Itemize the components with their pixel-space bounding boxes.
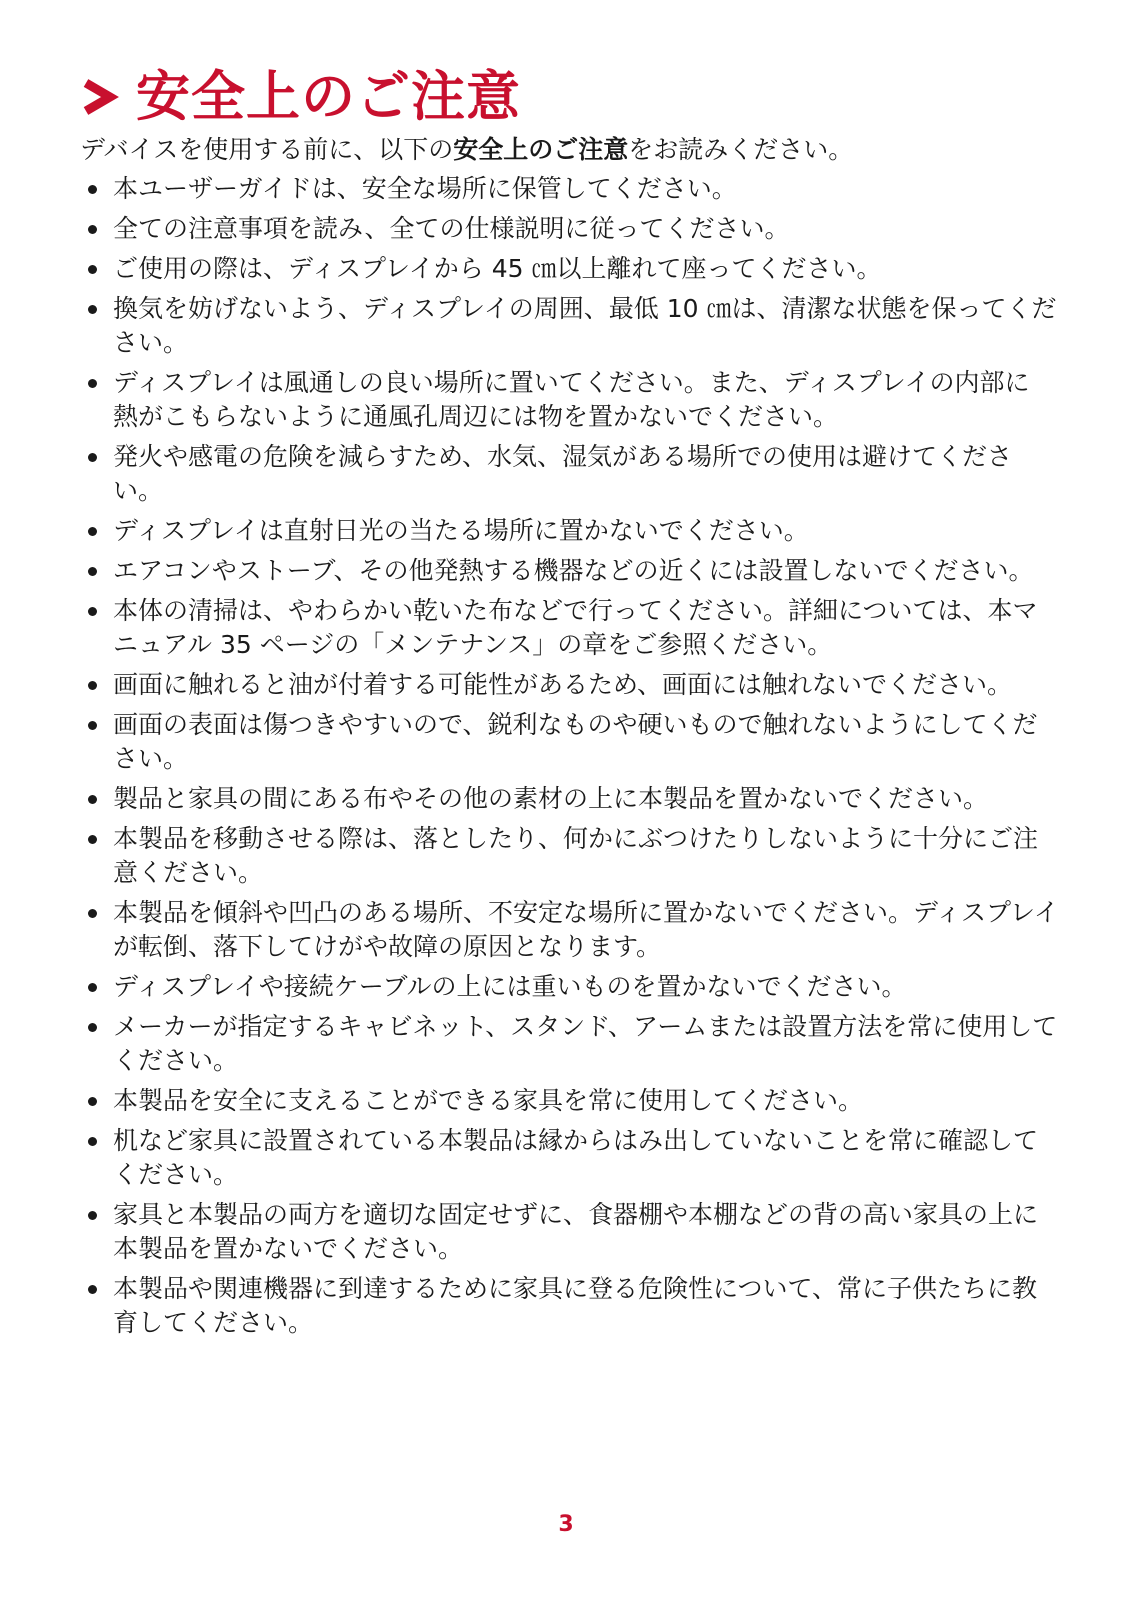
list-item (80, 970, 1060, 1004)
list-item-text: エアコンやストーブ、その他発熱する機器などの近くには設置しないでください。 (113, 556, 1034, 585)
bullet-icon (88, 305, 97, 314)
list-item-text: ディスプレイは風通しの良い場所に置いてください。また、ディスプレイの内部に 熱がこもらないように通風孔周辺には物を置かないでください。 (113, 368, 1030, 431)
list-item (80, 1198, 1060, 1266)
bullet-icon (88, 835, 97, 844)
list-item-text: ディスプレイや接続ケーブルの上には重いものを置かないでください。 (113, 972, 907, 1001)
section-heading (80, 62, 521, 132)
list-item-text: 画面に触れると油が付着する可能性があるため、画面には触れないでください。 (113, 670, 1013, 699)
list-item-text: 発火や感電の危険を減らすため、水気、湿気がある場所での使用は避けてください。 (113, 442, 1013, 505)
intro-bold: 安全上のご注意 (453, 135, 629, 164)
bullet-icon (88, 527, 97, 536)
list-item (80, 708, 1060, 776)
list-item-text: ご使用の際は、ディスプレイから 45 ㎝以上離れて座ってください。 (113, 254, 882, 283)
bullet-icon (88, 225, 97, 234)
safety-list (80, 172, 1060, 1346)
list-item (80, 252, 1060, 286)
bullet-icon (88, 1211, 97, 1220)
page-title: 安全上のご注意 (136, 65, 521, 128)
list-item-text: 全ての注意事項を読み、全ての仕様説明に従ってください。 (113, 214, 790, 243)
bullet-icon (88, 567, 97, 576)
intro-text (80, 132, 853, 168)
list-item-text: 机など家具に設置されている本製品は縁からはみ出していないことを常に確認してください。 (113, 1126, 1039, 1189)
list-item-text: ディスプレイは直射日光の当たる場所に置かないでください。 (113, 516, 809, 545)
list-item (80, 292, 1060, 360)
bullet-icon (88, 265, 97, 274)
list-item (80, 1010, 1060, 1078)
list-item (80, 554, 1060, 588)
list-item (80, 514, 1060, 548)
list-item-text: 本製品を安全に支えることができる家具を常に使用してください。 (113, 1086, 864, 1115)
bullet-icon (88, 185, 97, 194)
list-item (80, 822, 1060, 890)
page-number: 3 (558, 1512, 574, 1537)
list-item-text: 本製品や関連機器に到達するために家具に登る危険性について、常に子供たちに教育してください。 (113, 1274, 1038, 1337)
intro-before: デバイスを使用する前に、以下の (80, 135, 454, 164)
intro-after: をお読みください。 (628, 135, 854, 164)
list-item-text: 本体の清掃は、やわらかい乾いた布などで行ってください。詳細については、本マニュアル 35 ページの「メンテナンス」の章をご参照ください。 (113, 596, 1038, 659)
bullet-icon (88, 681, 97, 690)
bullet-icon (88, 1285, 97, 1294)
list-item (80, 212, 1060, 246)
chevron-right-icon (80, 77, 120, 117)
list-item (80, 782, 1060, 816)
bullet-icon (88, 1023, 97, 1032)
bullet-icon (88, 983, 97, 992)
list-item (80, 668, 1060, 702)
bullet-icon (88, 909, 97, 918)
list-item-text: 製品と家具の間にある布やその他の素材の上に本製品を置かないでください。 (113, 784, 989, 813)
bullet-icon (88, 795, 97, 804)
list-item-text: メーカーが指定するキャビネット、スタンド、アームまたは設置方法を常に使用してください。 (113, 1012, 1058, 1075)
list-item-text: 本ユーザーガイドは、安全な場所に保管してください。 (113, 174, 737, 203)
list-item (80, 1124, 1060, 1192)
list-item (80, 440, 1060, 508)
list-item (80, 594, 1060, 662)
list-item (80, 896, 1060, 964)
bullet-icon (88, 1097, 97, 1106)
bullet-icon (88, 607, 97, 616)
list-item (80, 1272, 1060, 1340)
list-item-text: 換気を妨げないよう、ディスプレイの周囲、最低 10 ㎝は、清潔な状態を保ってください。 (113, 294, 1057, 357)
list-item (80, 172, 1060, 206)
list-item-text: 本製品を傾斜や凹凸のある場所、不安定な場所に置かないでください。ディスプレイが転倒、落下してけがや故障の原因となります。 (113, 898, 1059, 961)
list-item-text: 家具と本製品の両方を適切な固定せずに、食器棚や本棚などの背の高い家具の上に本製品を置かないでください。 (113, 1200, 1039, 1263)
list-item (80, 366, 1060, 434)
bullet-icon (88, 721, 97, 730)
bullet-icon (88, 453, 97, 462)
list-item (80, 1084, 1060, 1118)
bullet-icon (88, 379, 97, 388)
list-item-text: 本製品を移動させる際は、落としたり、何かにぶつけたりしないように十分にご注意ください。 (113, 824, 1039, 887)
bullet-icon (88, 1137, 97, 1146)
list-item-text: 画面の表面は傷つきやすいので、鋭利なものや硬いもので触れないようにしてください。 (113, 710, 1038, 773)
